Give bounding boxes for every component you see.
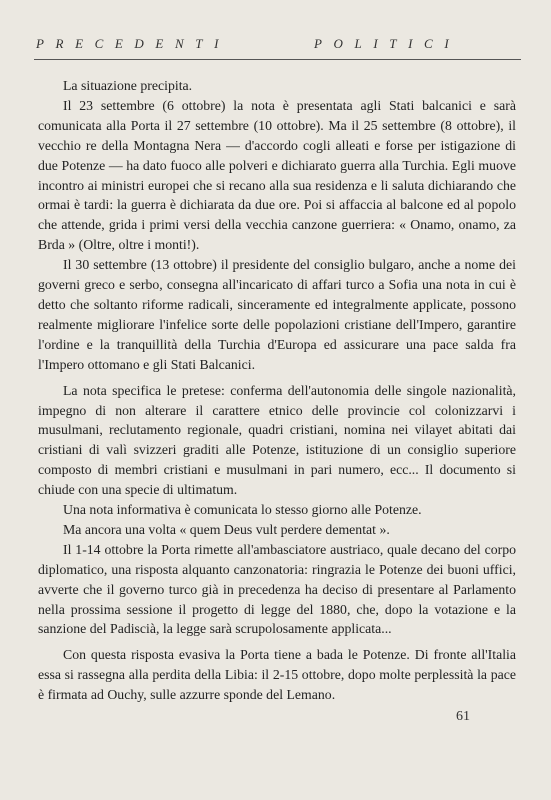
paragraph-1: La situazione precipita. xyxy=(63,78,193,93)
paragraph-2: Il 23 settembre (6 ottobre) la nota è presentata agli Stati balcanici e sarà comunicata alla Porta il 27 settembre (10 ottobre). Ma il 25 settembre (8 ottobre), il vecchio re della Montagna Nera — d'accordo cogli alleati e forse per istigazione di due Potenze — ha dato fuoco alle polveri e dichiarato guerra alla Turchia. Egli muove incontro ai ministri europei che si recano alla sua residenza e li saluta dichiarando che ormai è tardi: la guerra è dichiarata da due ore. Poi si affaccia al balcone ed al popolo che attende, grida i primi versi della vecchia canzone guerriera: « Onamo, onamo, za Brda » (Oltre, oltre i monti!). xyxy=(38,97,516,253)
paragraph-6: Ma ancora una volta « quem Deus vult perdere dementat ». xyxy=(63,521,390,537)
body-text xyxy=(38,76,516,705)
running-header xyxy=(36,36,516,52)
paragraph-5: Una nota informativa è comunicata lo stesso giorno alle Potenze. xyxy=(63,502,422,518)
paragraph-4: La nota specifica le pretese: conferma dell'autonomia delle singole nazionalità, impegno di non alterare il carattere etnico delle provincie col colonizzarvi i musulmani, reclutamento regionale, quadri cristiani, nomina nei vilayet abitati dai cristiani di valì svizzeri graditi alle Potenze, istituzione di un consiglio superiore composto di membri cristiani e musulmani in pari numero, ecc... Il documento si chiude con una specie di ultimatum. xyxy=(38,382,516,498)
header-right: POLITICI xyxy=(314,36,461,51)
header-rule xyxy=(34,59,521,60)
header-left: PRECEDENTI xyxy=(36,36,230,51)
paragraph-7: Il 1-14 ottobre la Porta rimette all'ambasciatore austriaco, quale decano del corpo diplomatico, una risposta alquanto canzonatoria: ringrazia le Potenze dei buoni uffici, avverte che il governo turco già in precedenza ha deciso di presentare al Parlamento nella prossima sessione il progetto di legge del 1880, che, dopo la votazione e la sanzione del Padiscià, la legge sarà scrupolosamente applicata... xyxy=(38,541,516,637)
paragraph-8: Con questa risposta evasiva la Porta tiene a bada le Potenze. Di fronte all'Italia essa si rassegna alla perdita della Libia: il 2-15 ottobre, dopo molte perplessità la pace è firmata ad Ouchy, sulle azzurre sponde del Lemano. xyxy=(38,647,516,703)
paragraph-3: Il 30 settembre (13 ottobre) il presidente del consiglio bulgaro, anche a nome dei governi greco e serbo, consegna all'incaricato di affari turco a Sofia una nota in cui è detto che soltanto riforme radicali, sinceramente ed integralmente applicate, possono realmente migliorare l'infelice sorte delle popolazioni cristiane dell'Impero, garantire l'ordine e la tranquillità della Turchia d'Europa ed assicurare una pace salda fra l'Impero ottomano e gli Stati Balcanici. xyxy=(38,257,516,372)
page-number: 61 xyxy=(456,709,470,724)
